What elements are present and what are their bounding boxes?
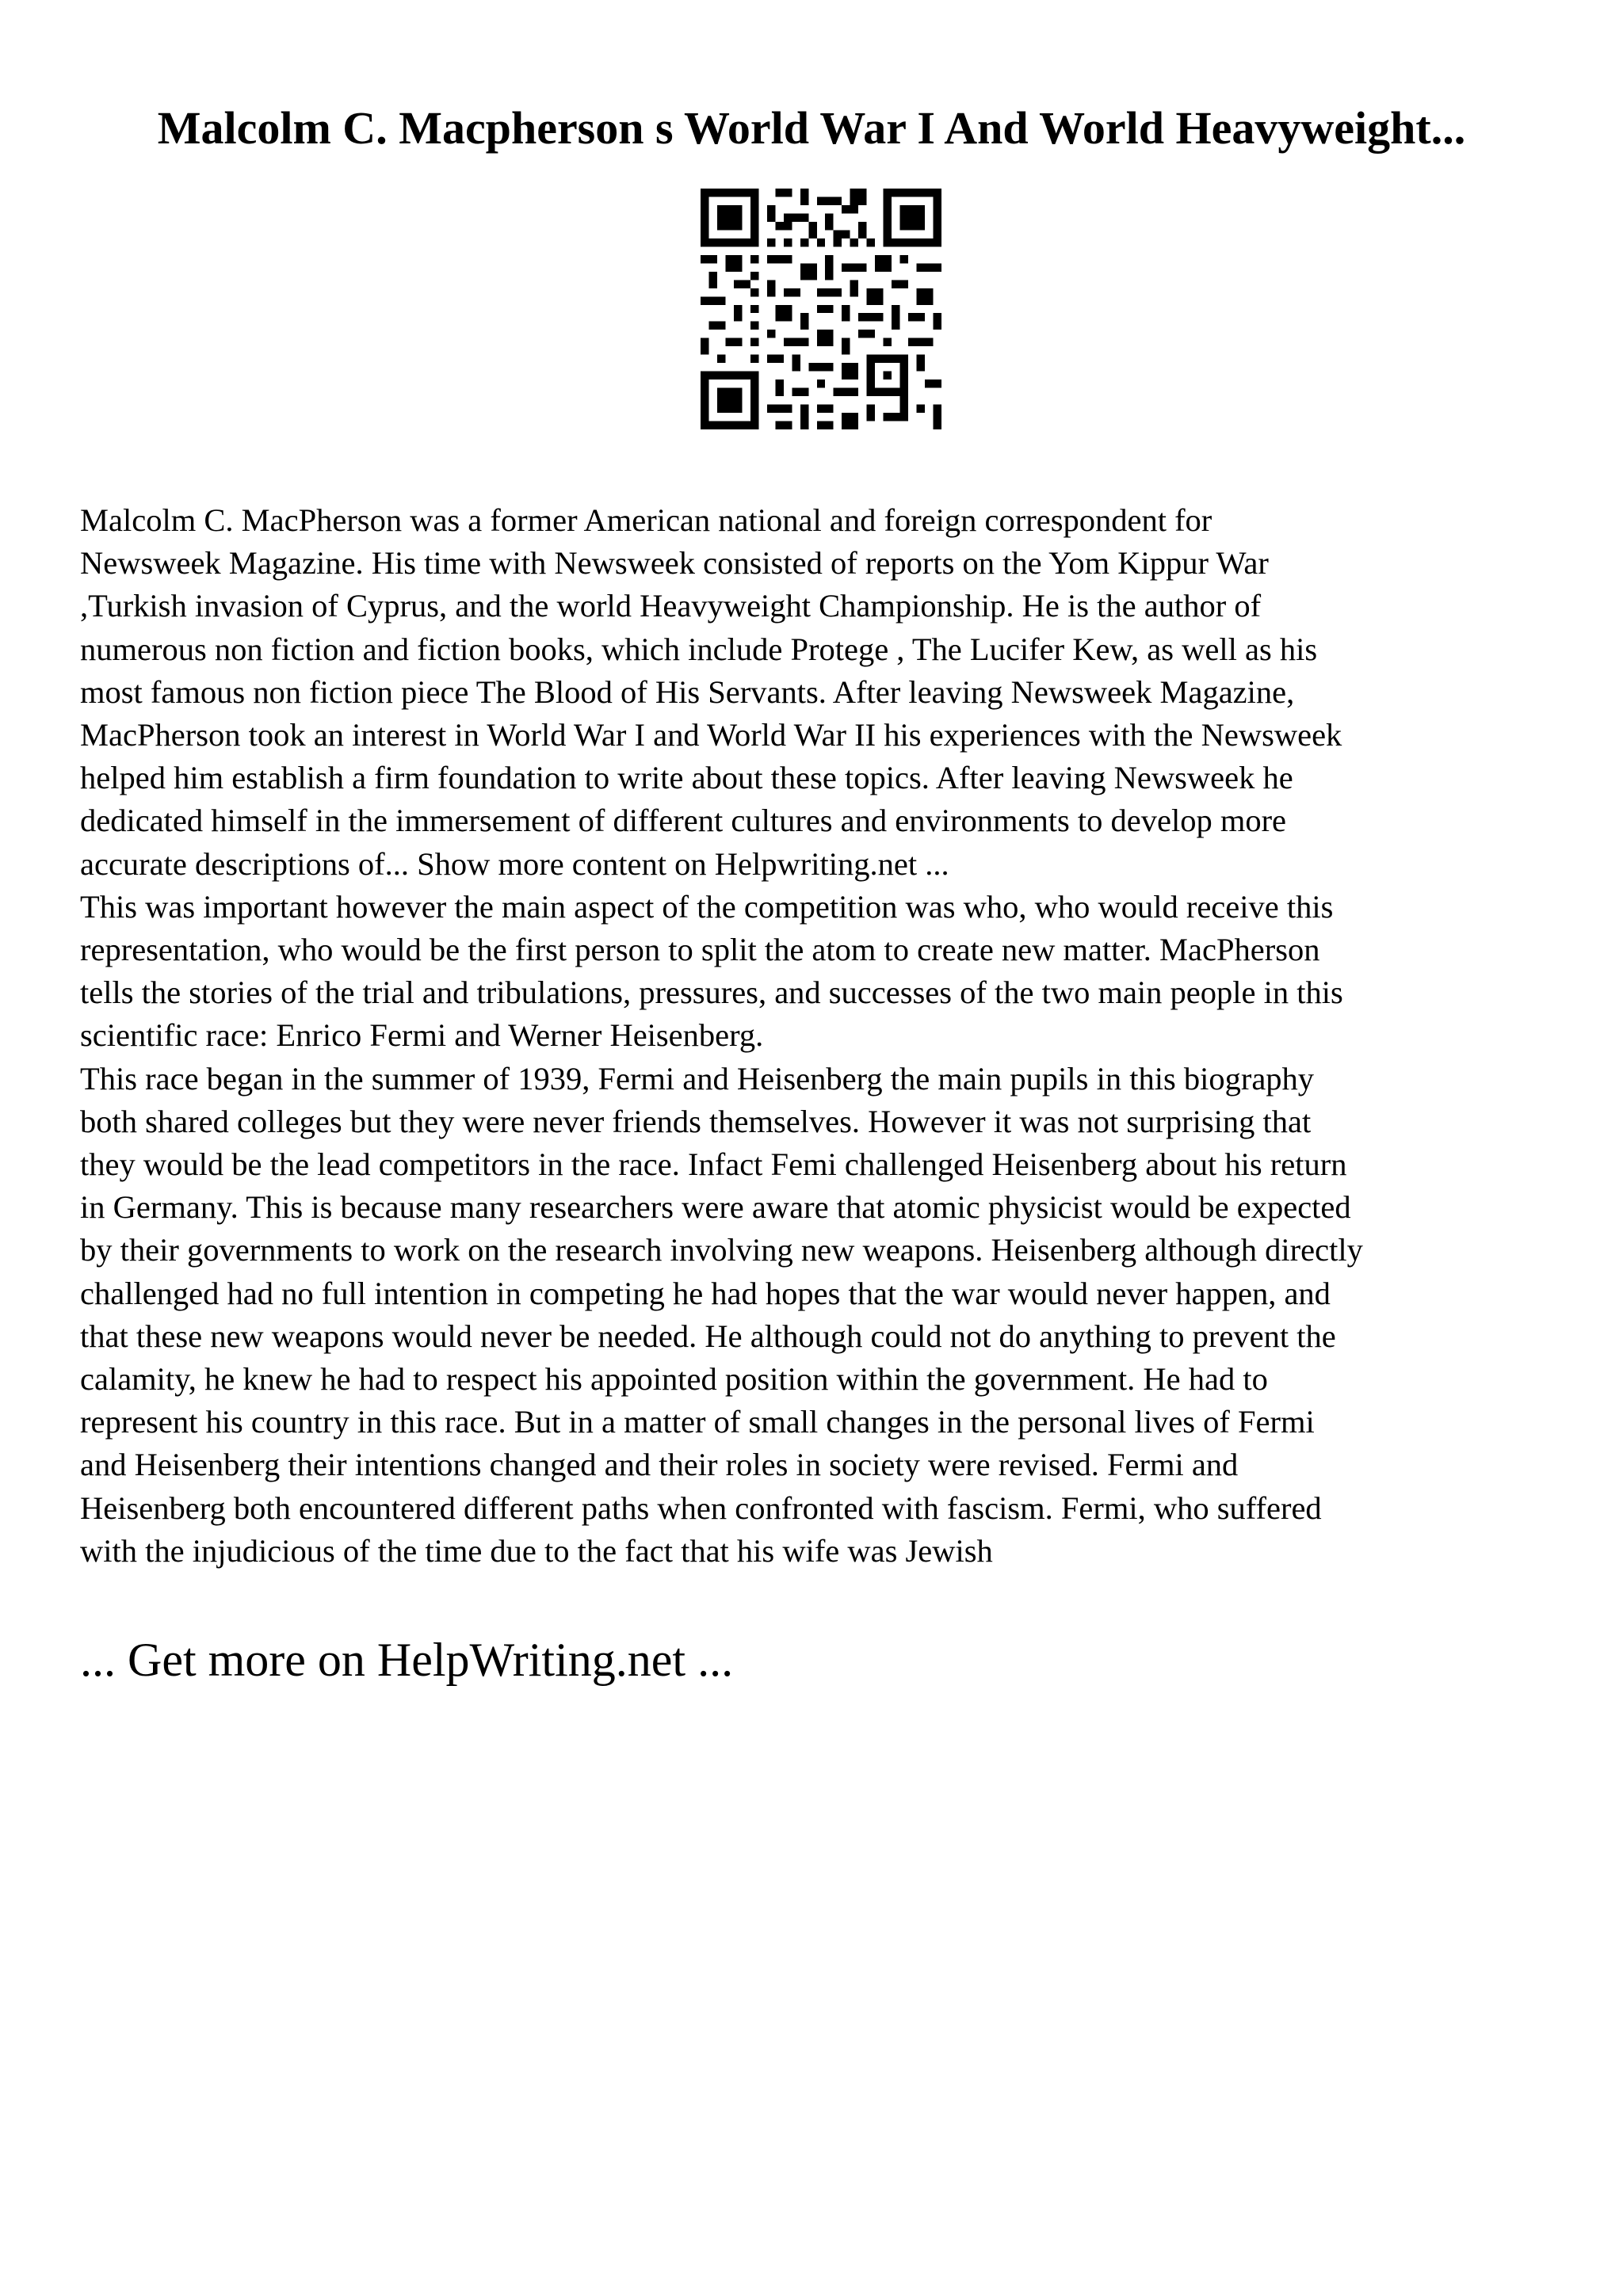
get-more-link[interactable]: ... Get more on HelpWriting.net ... (80, 1634, 734, 1686)
article-body (80, 499, 1570, 1573)
paragraph-competition: This was important however the main aspect of the competition was who, who would receive this representation, who would be the first person to split the atom to create new matter. MacPherson tells the stories of the trial and tribulations, pressures, and successes of the two main people in this scientific race: Enrico Fermi and Werner Heisenberg. (80, 888, 1343, 1054)
paragraph-intro: Malcolm C. MacPherson was a former American national and foreign correspondent for Newsweek Magazine. His time with Newsweek consisted of reports on the Yom Kippur War ,Turkish invasion of Cyprus, and the world Heavyweight Championship. He is the author of numerous non fiction and fiction books, which include Protege , The Lucifer Kew, as well as his most famous non fiction piece The Blood of His Servants. After leaving Newsweek Magazine, MacPherson took an interest in World War I and World War II his experiences with the Newsweek helped him establish a firm foundation to write about these topics. After leaving Newsweek he dedicated himself in the immersement of different cultures and environments to develop more accurate descriptions of... Show more content on Helpwriting.net ... (80, 502, 1342, 882)
document-title: Malcolm C. Macpherson s World War I And World Heavyweight... (157, 102, 1466, 154)
qr-code-icon (701, 189, 941, 429)
paragraph-race: This race began in the summer of 1939, Fermi and Heisenberg the main pupils in this biography both shared colleges but they were never friends themselves. However it was not surprising that they would be the lead competitors in the race. Infact Femi challenged Heisenberg about his return in Germany. This is because many researchers were aware that atomic physicist would be expected by their governments to work on the research involving new weapons. Heisenberg although directly challenged had no full intention in competing he had hopes that the war would never happen, and that these new weapons would never be needed. He although could not do anything to prevent the calamity, he knew he had to respect his appointed position within the government. He had to represent his country in this race. But in a matter of small changes in the personal lives of Fermi and Heisenberg their intentions changed and their roles in society were revised. Fermi and Heisenberg both encountered different paths when confronted with fascism. Fermi, who suffered with the injudicious of the time due to the fact that his wife was Jewish (80, 1060, 1363, 1569)
